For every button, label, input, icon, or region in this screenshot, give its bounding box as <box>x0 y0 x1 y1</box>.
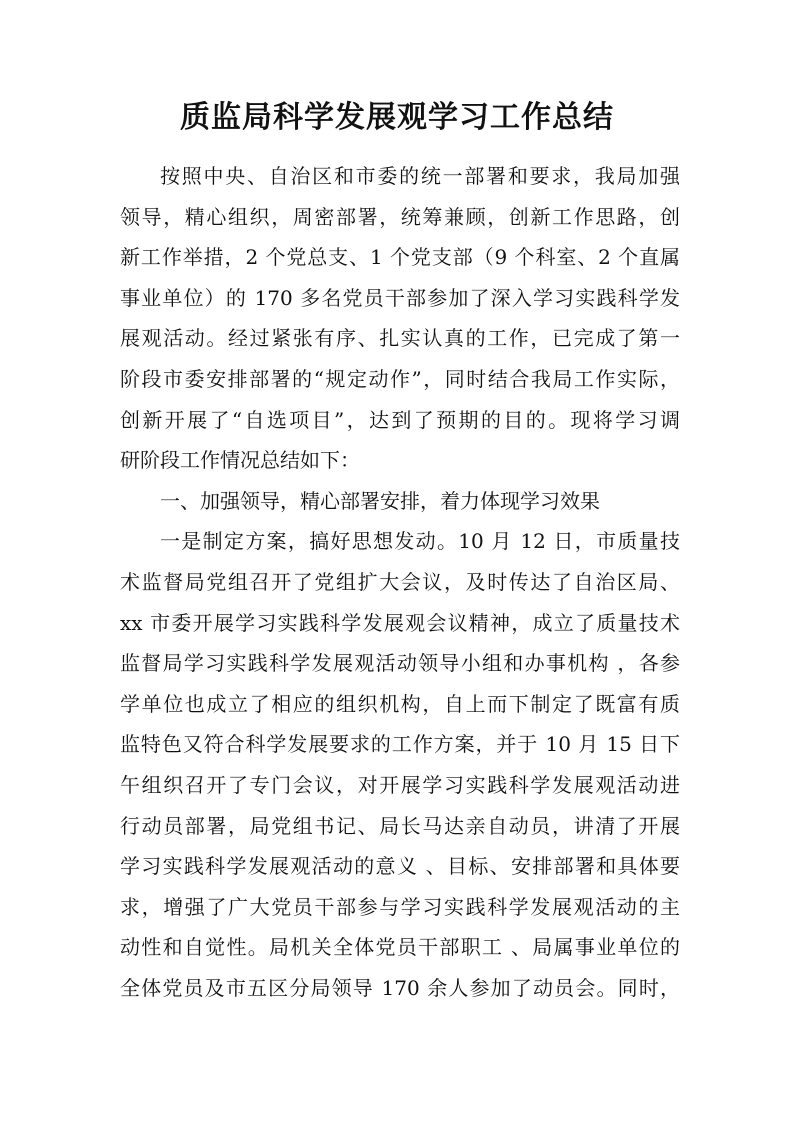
paragraph-2-line-3: xx 市委开展学习实践科学发展观会议精神，成立了质量技术 <box>120 610 680 635</box>
paragraph-1-line-7: 创新开展了“自选项目”，达到了预期的目的。现将学习调 <box>120 407 680 432</box>
paragraph-2-line-5: 学单位也成立了相应的组织机构，自上而下制定了既富有质 <box>120 691 680 716</box>
paragraph-1-line-5: 展观活动。经过紧张有序、扎实认真的工作，已完成了第一 <box>120 326 680 351</box>
paragraph-2-line-12: 全体党员及市五区分局领导 170 余人参加了动员会。同时， <box>120 975 680 1000</box>
document-body <box>120 156 680 1008</box>
document-title: 质监局科学发展观学习工作总结 <box>180 100 614 135</box>
paragraph-1-line-3: 新工作举措，2 个党总支、1 个党支部（9 个科室、2 个直属 <box>120 245 680 270</box>
paragraph-1-line-8: 研阶段工作情况总结如下： <box>120 448 360 473</box>
paragraph-2-line-11: 动性和自觉性。局机关全体党员干部职工 、局属事业单位的 <box>120 935 680 960</box>
paragraph-2-line-2: 术监督局党组召开了党组扩大会议，及时传达了自治区局、 <box>120 569 680 594</box>
paragraph-2-line-9: 学习实践科学发展观活动的意义 、目标、安排部署和具体要 <box>120 854 680 879</box>
paragraph-1-line-1: 按照中央、自治区和市委的统一部署和要求，我局加强 <box>160 164 680 188</box>
section-heading-1: 一、加强领导，精心部署安排，着力体现学习效果 <box>160 488 600 513</box>
paragraph-2-line-4: 监督局学习实践科学发展观活动领导小组和办事机构 ，各参 <box>120 651 680 676</box>
paragraph-2-line-1: 一是制定方案，搞好思想发动。10 月 12 日，市质量技 <box>160 529 680 554</box>
paragraph-2-line-8: 行动员部署，局党组书记、局长马达亲自动员，讲清了开展 <box>120 813 680 838</box>
paragraph-1-line-4: 事业单位）的 170 多名党员干部参加了深入学习实践科学发 <box>120 285 680 310</box>
paragraph-2-line-10: 求，增强了广大党员干部参与学习实践科学发展观活动的主 <box>120 894 680 919</box>
paragraph-2-line-6: 监特色又符合科学发展要求的工作方案，并于 10 月 15 日下 <box>120 732 680 757</box>
paragraph-1-line-6: 阶段市委安排部署的“规定动作”，同时结合我局工作实际， <box>120 366 680 391</box>
paragraph-2-line-7: 午组织召开了专门会议，对开展学习实践科学发展观活动进 <box>120 772 680 797</box>
paragraph-1-line-2: 领导，精心组织，周密部署，统筹兼顾，创新工作思路，创 <box>120 204 680 229</box>
